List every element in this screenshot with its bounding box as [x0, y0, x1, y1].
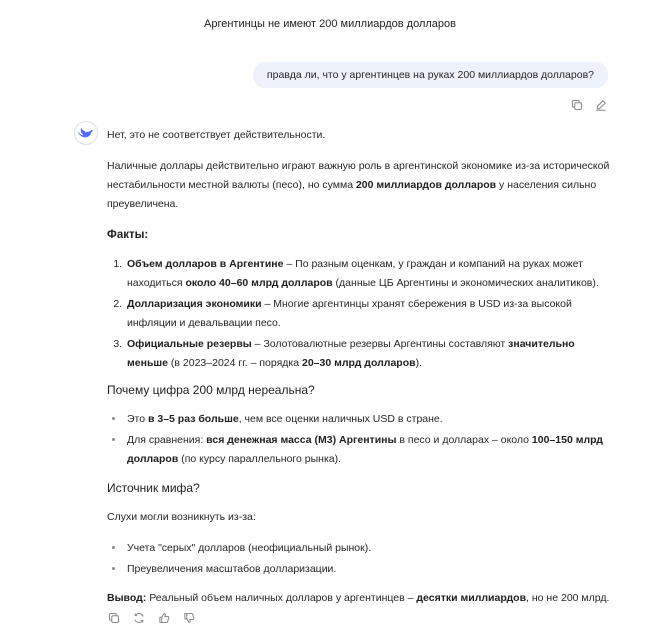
source-list — [125, 539, 612, 579]
list-item: 3. Официальные резервы – Золотовалютные резервы Аргентины составляют значительно меньше (в 2023–2024 гг. – порядка 20–30 млрд долларов). — [125, 335, 612, 373]
list-item: • Для сравнения: вся денежная масса (M3) Аргентины в песо и долларах – около 100–150 млрд долларов (по курсу параллельного рынка). — [125, 431, 612, 469]
conclusion: Вывод: Реальный объем наличных долларов у аргентинцев – десятки миллиардов, но не 200 млрд. — [107, 592, 610, 604]
assistant-answer — [107, 126, 612, 620]
answer-actions — [107, 611, 196, 625]
whale-logo-icon — [74, 121, 98, 145]
user-message: правда ли, что у аргентинцев на руках 200 миллиардов долларов? — [253, 62, 608, 88]
why-heading: Почему цифра 200 млрд нереальна? — [107, 383, 315, 397]
list-item: • Это в 3–5 раз больше, чем все оценки наличных USD в стране. — [125, 410, 612, 429]
copy-icon[interactable] — [107, 611, 121, 625]
list-item: • Преувеличения масштабов долларизации. — [125, 560, 612, 579]
source-heading: Источник мифа? — [107, 481, 200, 495]
why-list — [125, 410, 612, 469]
facts-heading: Факты: — [107, 229, 149, 241]
answer-paragraph: Наличные доллары действительно играют важную роль в аргентинской экономике из-за исторической нестабильности местной валюты (песо), но сумма 200 миллиардов долларов у населения сильно преувеличена. — [107, 160, 610, 210]
list-item: 1. Объем долларов в Аргентине – По разным оценкам, у граждан и компаний на руках может находиться около 40–60 млрд долларов (данные ЦБ Аргентины и экономических аналитиков). — [125, 255, 612, 293]
thumbs-down-icon[interactable] — [182, 611, 196, 625]
answer-intro: Нет, это не соответствует действительности. — [107, 129, 326, 141]
facts-list — [125, 255, 612, 373]
list-item: 2. Долларизация экономики – Многие аргентинцы хранят сбережения в USD из-за высокой инфляции и девальвации песо. — [125, 295, 612, 333]
edit-icon[interactable] — [594, 98, 608, 112]
user-message-actions — [570, 98, 608, 112]
list-item: • Учета "серых" долларов (неофициальный рынок). — [125, 539, 612, 558]
chat-title: Аргентинцы не имеют 200 миллиардов долларов — [204, 18, 456, 30]
source-intro: Слухи могли возникнуть из-за: — [107, 511, 256, 523]
copy-icon[interactable] — [570, 98, 584, 112]
thumbs-up-icon[interactable] — [157, 611, 171, 625]
regenerate-icon[interactable] — [132, 611, 146, 625]
